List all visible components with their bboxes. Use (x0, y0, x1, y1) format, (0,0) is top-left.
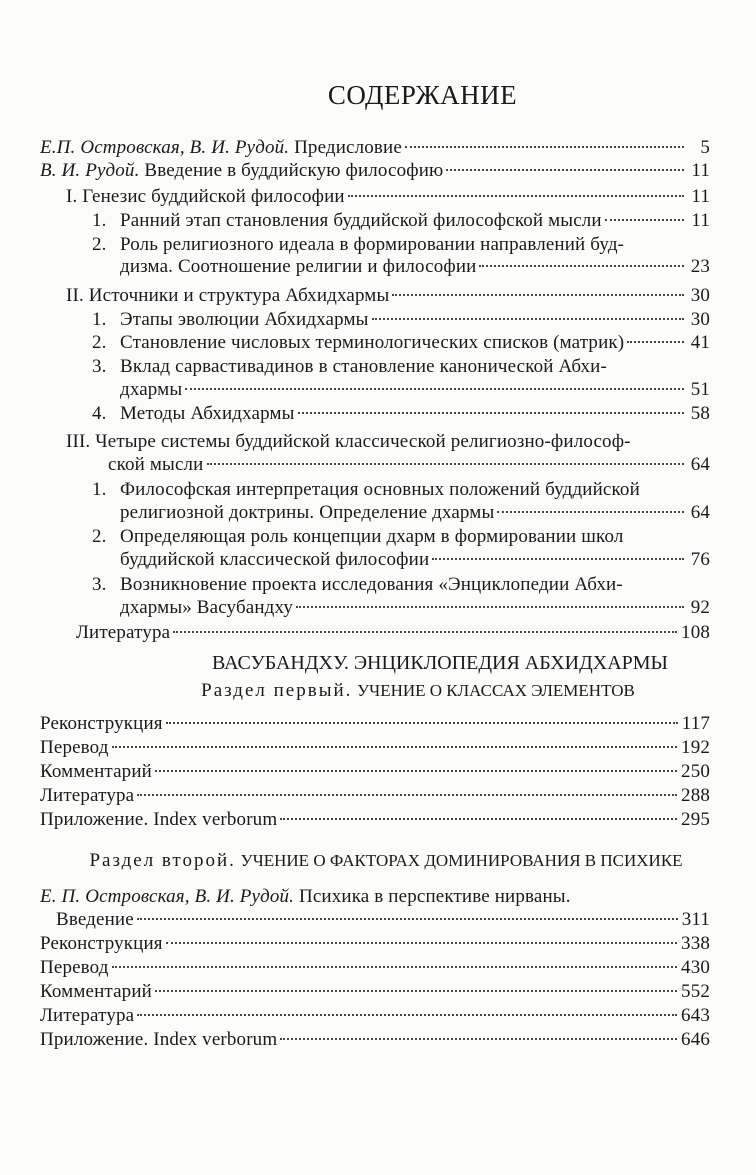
page-number: 192 (681, 737, 710, 758)
entry-title: Генезис буддийской философии (82, 186, 345, 207)
page-number: 646 (681, 1029, 710, 1050)
entry-title: Предисловие (294, 137, 402, 158)
entry-title-continued: дхармы (120, 379, 183, 400)
toc-entry[interactable] (40, 981, 710, 1005)
chapter-number: II. (66, 285, 84, 306)
dot-leader (207, 463, 685, 465)
entry-title-continued: ской мысли (108, 454, 204, 475)
toc-entry-continuation[interactable] (120, 549, 710, 573)
page-number: 30 (690, 309, 710, 330)
toc-entry[interactable] (40, 809, 710, 833)
page-number: 58 (690, 403, 710, 424)
page-number: 92 (690, 597, 710, 618)
entry-title: Становление числовых терминологических списков (матрик) (120, 332, 625, 353)
toc-chapter[interactable] (66, 186, 710, 210)
entry-author: Е. П. Островская, В. И. Рудой. (40, 886, 295, 907)
dot-leader (137, 918, 678, 920)
dot-leader (112, 746, 677, 748)
dot-leader (112, 966, 677, 968)
toc-entry[interactable] (40, 957, 710, 981)
toc-entry[interactable] (92, 526, 624, 550)
entry-title: Литература (40, 785, 135, 806)
entry-title: Реконструкция (40, 713, 163, 734)
toc-entry-continuation[interactable] (120, 256, 710, 280)
page-number: 64 (690, 454, 710, 475)
entry-author: В. И. Рудой. (40, 160, 140, 181)
part-heading: ВАСУБАНДХУ. ЭНЦИКЛОПЕДИЯ АБХИДХАРМЫ (211, 652, 668, 674)
dot-leader (296, 606, 684, 608)
dot-leader (280, 818, 677, 820)
toc-entry[interactable] (92, 356, 607, 380)
entry-title: Философская интерпретация основных положений буддийской (120, 479, 640, 500)
dot-leader (348, 195, 684, 197)
entry-title-continued: Введение (56, 909, 134, 930)
toc-entry-continuation[interactable] (56, 909, 710, 933)
page-number: 11 (691, 210, 710, 231)
entry-title: Ранний этап становления буддийской философской мысли (120, 210, 602, 231)
item-number: 2. (92, 234, 107, 255)
dot-leader (155, 990, 677, 992)
section-title: УЧЕНИЕ О ФАКТОРАХ ДОМИНИРОВАНИЯ В ПСИХИКЕ (240, 851, 683, 870)
dot-leader (392, 294, 684, 296)
entry-title-continued: религиозной доктрины. Определение дхармы (120, 502, 495, 523)
dot-leader (137, 1014, 677, 1016)
page-number: 11 (691, 160, 710, 181)
entry-author: Е.П. Островская, В. И. Рудой. (40, 137, 290, 158)
toc-entry[interactable] (40, 761, 710, 785)
page-number: 338 (681, 933, 710, 954)
section-label: Раздел первый. (201, 680, 353, 701)
toc-entry-continuation[interactable] (120, 597, 710, 621)
page-number: 288 (681, 785, 710, 806)
dot-leader (166, 722, 678, 724)
entry-title: Роль религиозного идеала в формировании направлений буд- (120, 234, 625, 255)
toc-entry[interactable] (92, 403, 710, 427)
toc-entry[interactable] (40, 933, 710, 957)
entry-title: Методы Абхидхармы (120, 403, 295, 424)
item-number: 2. (92, 526, 107, 547)
entry-title: Литература (40, 1005, 135, 1026)
page-number: 430 (681, 957, 710, 978)
toc-entry-continuation[interactable] (108, 454, 710, 478)
item-number: 3. (92, 356, 107, 377)
section-title: УЧЕНИЕ О КЛАССАХ ЭЛЕМЕНТОВ (357, 681, 635, 700)
toc-entry[interactable] (40, 137, 710, 161)
dot-leader (405, 146, 684, 148)
section-heading (8, 850, 756, 872)
entry-title: Психика в перспективе нирваны. (298, 886, 571, 907)
toc-entry[interactable] (92, 309, 710, 333)
dot-leader (298, 412, 684, 414)
toc-entry[interactable] (92, 479, 640, 503)
page-number: 311 (681, 909, 710, 930)
dot-leader (479, 265, 684, 267)
chapter-number: I. (66, 186, 78, 207)
entry-title: Возникновение проекта исследования «Энциклопедии Абхи- (120, 574, 623, 595)
page-number: 64 (690, 502, 710, 523)
dot-leader (185, 388, 684, 390)
entry-title: Литература (76, 622, 171, 643)
toc-entry-continuation[interactable] (120, 379, 710, 403)
page-number: 108 (681, 622, 710, 643)
section-heading (40, 680, 756, 702)
toc-entry[interactable] (92, 234, 624, 258)
entry-title: Приложение. Index verborum (40, 1029, 278, 1050)
page-number: 30 (690, 285, 710, 306)
entry-title: Вклад сарвастивадинов в становление канонической Абхи- (120, 356, 607, 377)
dot-leader (155, 770, 677, 772)
entry-title: Комментарий (40, 761, 152, 782)
page-number: 76 (690, 549, 710, 570)
page-title: СОДЕРЖАНИЕ (327, 80, 518, 110)
entry-title: Перевод (40, 957, 109, 978)
toc-entry[interactable] (40, 1005, 710, 1029)
page-number: 5 (700, 137, 710, 158)
page-number: 250 (681, 761, 710, 782)
item-number: 1. (92, 309, 107, 330)
page-number: 117 (681, 713, 710, 734)
toc-chapter[interactable] (66, 285, 710, 309)
entry-title-continued: буддийской классической философии (120, 549, 430, 570)
toc-entry[interactable] (92, 332, 710, 356)
entry-title: Перевод (40, 737, 109, 758)
dot-leader (432, 558, 684, 560)
page-number: 295 (681, 809, 710, 830)
dot-leader (605, 219, 684, 221)
dot-leader (173, 631, 677, 633)
toc-chapter[interactable] (66, 431, 631, 455)
entry-title: Комментарий (40, 981, 152, 1002)
toc-entry[interactable] (40, 160, 710, 184)
page-number: 41 (690, 332, 710, 353)
toc-entry[interactable] (76, 622, 710, 646)
item-number: 4. (92, 403, 107, 424)
entry-title: Реконструкция (40, 933, 163, 954)
toc-entry[interactable] (40, 737, 710, 761)
page-number: 643 (681, 1005, 710, 1026)
entry-title: Источники и структура Абхидхармы (88, 285, 390, 306)
item-number: 1. (92, 479, 107, 500)
entry-title: Этапы эволюции Абхидхармы (120, 309, 369, 330)
entry-title: Введение в буддийскую философию (144, 160, 444, 181)
entry-title: Приложение. Index verborum (40, 809, 278, 830)
dot-leader (137, 794, 677, 796)
entry-title: Четыре системы буддийской классической религиозно-философ- (95, 431, 631, 452)
toc-entry[interactable] (40, 713, 710, 737)
toc-entry-continuation[interactable] (120, 502, 710, 526)
dot-leader (497, 511, 684, 513)
item-number: 3. (92, 574, 107, 595)
item-number: 2. (92, 332, 107, 353)
toc-entry[interactable] (40, 785, 710, 809)
toc-entry[interactable] (92, 210, 710, 234)
chapter-number: III. (66, 431, 91, 452)
dot-leader (280, 1038, 677, 1040)
section-label: Раздел второй. (89, 850, 236, 871)
dot-leader (627, 341, 684, 343)
entry-title: Определяющая роль концепции дхарм в формировании школ (120, 526, 624, 547)
page-number: 552 (681, 981, 710, 1002)
item-number: 1. (92, 210, 107, 231)
entry-title-continued: дхармы» Васубандху (120, 597, 294, 618)
entry-title-continued: дизма. Соотношение религии и философии (120, 256, 477, 277)
dot-leader (166, 942, 677, 944)
page-number: 23 (690, 256, 710, 277)
toc-entry[interactable] (40, 1029, 710, 1053)
page-number: 11 (691, 186, 710, 207)
page-number: 51 (690, 379, 710, 400)
toc-entry[interactable] (92, 574, 623, 598)
toc-entry[interactable] (40, 886, 571, 910)
dot-leader (372, 318, 684, 320)
dot-leader (446, 169, 684, 171)
